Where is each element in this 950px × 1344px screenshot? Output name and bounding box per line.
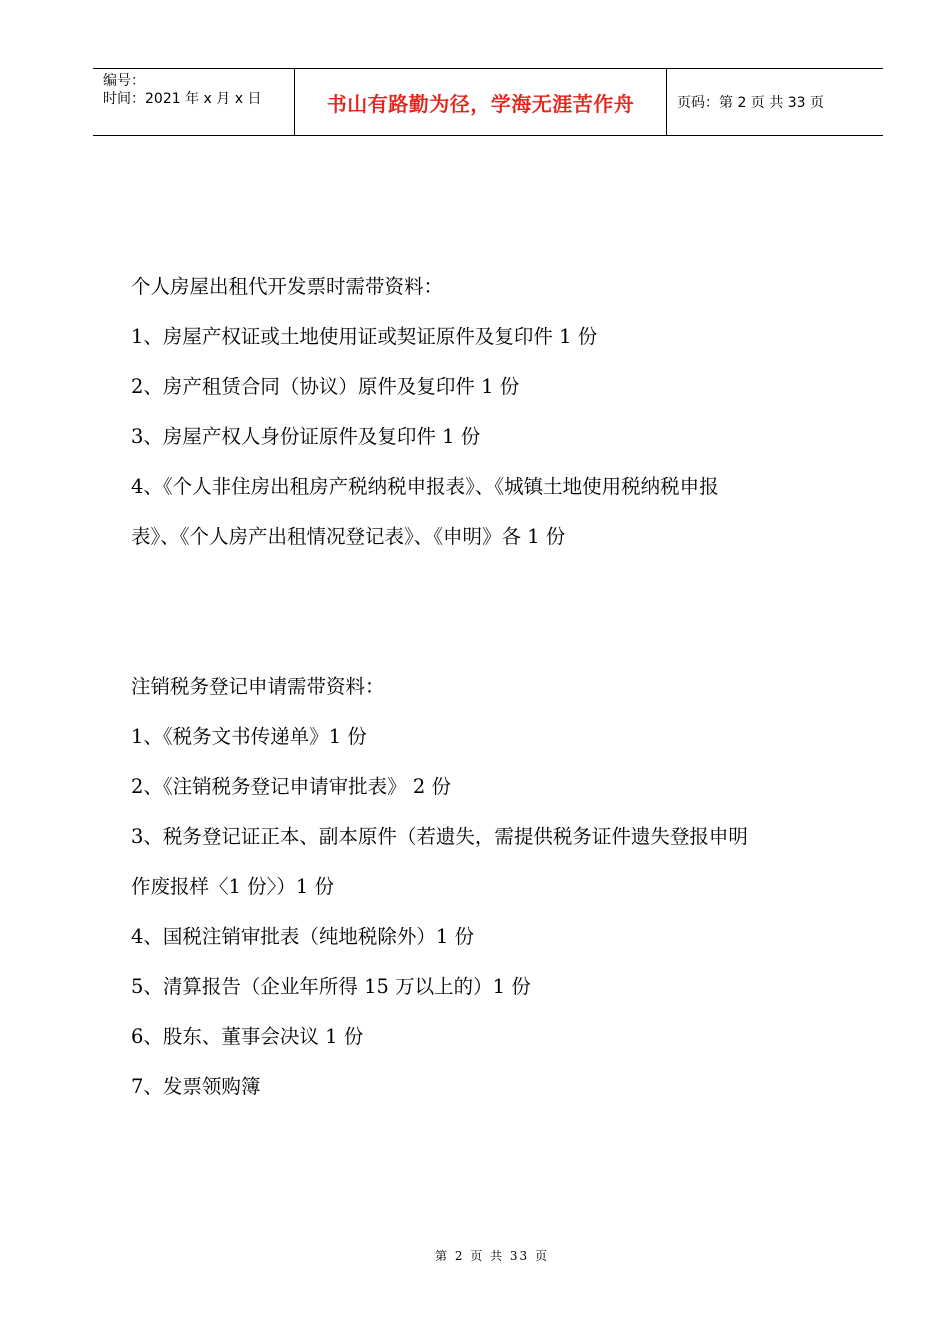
document-time: 时间：2021 年 x 月 x 日 — [103, 91, 262, 107]
list-item: 4、《个人非住房出租房产税纳税申报表》、《城镇土地使用税纳税申报 — [131, 475, 719, 498]
page-footer: 第 2 页 共 33 页 — [435, 1249, 549, 1263]
section-spacer — [131, 562, 861, 662]
list-item: 4、国税注销审批表（纯地税除外）1 份 — [131, 925, 475, 948]
page-header — [93, 68, 883, 136]
list-item: 1、《税务文书传递单》1 份 — [131, 725, 367, 748]
list-item: 3、房屋产权人身份证原件及复印件 1 份 — [131, 425, 481, 448]
list-item: 2、房产租赁合同（协议）原件及复印件 1 份 — [131, 375, 520, 398]
list-item-continuation: 作废报样〈1 份〉）1 份 — [131, 875, 334, 898]
list-item: 6、股东、董事会决议 1 份 — [131, 1025, 364, 1048]
list-item: 2、《注销税务登记申请审批表》 2 份 — [131, 775, 451, 798]
list-item: 7、发票领购簿 — [131, 1075, 261, 1098]
document-number-label: 编号： — [103, 73, 145, 89]
header-page-info: 页码：第 2 页 共 33 页 — [677, 95, 824, 111]
list-item: 1、房屋产权证或土地使用证或契证原件及复印件 1 份 — [131, 325, 598, 348]
list-item: 3、税务登记证正本、副本原件（若遗失，需提供税务证件遗失登报申明 — [131, 825, 748, 848]
section-title-rental-invoice: 个人房屋出租代开发票时需带资料： — [131, 275, 444, 298]
document-body — [131, 262, 861, 1112]
section-title-deregistration: 注销税务登记申请需带资料： — [131, 675, 385, 698]
header-motto: 书山有路勤为径，学海无涯苦作舟 — [295, 69, 667, 135]
list-item-continuation: 表》、《个人房产出租情况登记表》、《申明》各 1 份 — [131, 525, 566, 548]
list-item: 5、清算报告（企业年所得 15 万以上的）1 份 — [131, 975, 531, 998]
header-meta — [93, 69, 295, 135]
